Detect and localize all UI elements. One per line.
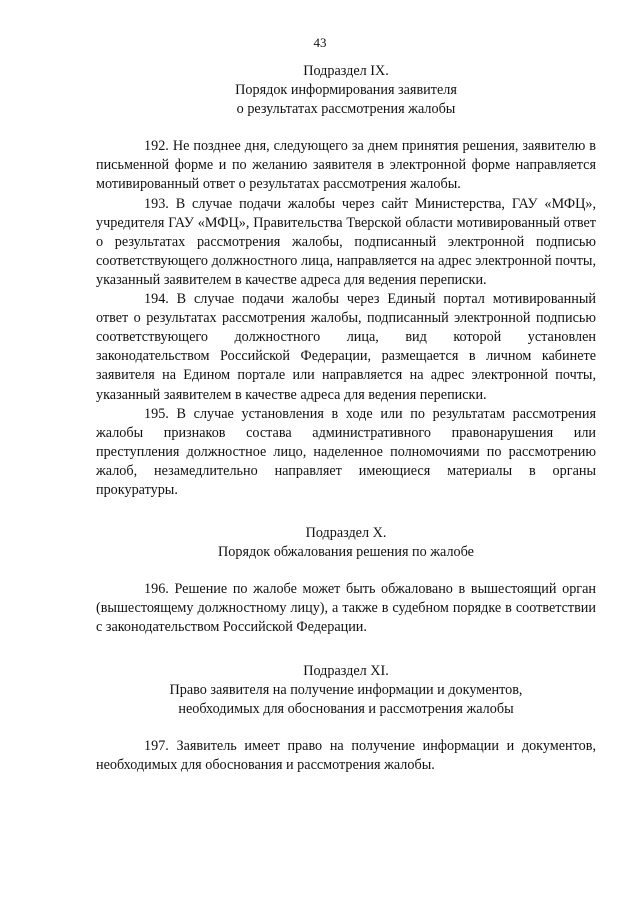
section-heading-line: Порядок информирования заявителя bbox=[235, 82, 457, 99]
paragraph-194: 194. В случае подачи жалобы через Единый портал мотивированный ответ о результатах рассмотрения жалобы, подписанный электронной подписью соответствующего должностного лица, вид которой установлен законодательством Российской Федерации, размещается в личном кабинете заявителя на Едином портале или направляется на адрес электронной почты, указанный заявителем в качестве адреса для ведения переписки. bbox=[96, 291, 596, 403]
page-number: 43 bbox=[313, 35, 327, 50]
paragraph-192: 192. Не позднее дня, следующего за днем принятия решения, заявителю в письменной форме и по желанию заявителя в электронной форме направляется мотивированный ответ о результатах рассмотрения жалобы. bbox=[96, 138, 596, 193]
document-body bbox=[96, 62, 596, 775]
section-heading-ix bbox=[96, 62, 596, 119]
paragraph-197: 197. Заявитель имеет право на получение информации и документов, необходимых для обоснования и рассмотрения жалобы. bbox=[96, 737, 596, 773]
section-heading-line: Право заявителя на получение информации и документов, bbox=[169, 681, 523, 698]
section-heading-x bbox=[96, 524, 596, 562]
paragraph-195: 195. В случае установления в ходе или по результатам рассмотрения жалобы признаков состава административного правонарушения или преступления должностное лицо, наделенное полномочиями по рассмотрению жалоб, незамедлительно направляет имеющиеся материалы в органы прокуратуры. bbox=[96, 405, 596, 498]
paragraph-193: 193. В случае подачи жалобы через сайт Министерства, ГАУ «МФЦ», учредителя ГАУ «МФЦ», Правительства Тверской области мотивированный ответ о результатах рассмотрения жалобы, подписанный электронной подписью соответствующего должностного лица, направляется на адрес электронной почты, указанный заявителем в качестве адреса для ведения переписки. bbox=[96, 195, 596, 288]
section-heading-line: необходимых для обоснования и рассмотрения жалобы bbox=[178, 700, 514, 717]
paragraph-196: 196. Решение по жалобе может быть обжаловано в вышестоящий орган (вышестоящему должностному лицу), а также в судебном порядке в соответствии с законодательством Российской Федерации. bbox=[96, 581, 596, 636]
section-heading-line: Подраздел XI. bbox=[303, 662, 389, 679]
section-heading-line: Подраздел IX. bbox=[303, 63, 389, 79]
section-heading-line: о результатах рассмотрения жалобы bbox=[236, 101, 456, 118]
section-heading-xi bbox=[96, 662, 596, 719]
section-heading-line: Подраздел X. bbox=[305, 525, 387, 542]
section-heading-line: Порядок обжалования решения по жалобе bbox=[218, 544, 474, 561]
